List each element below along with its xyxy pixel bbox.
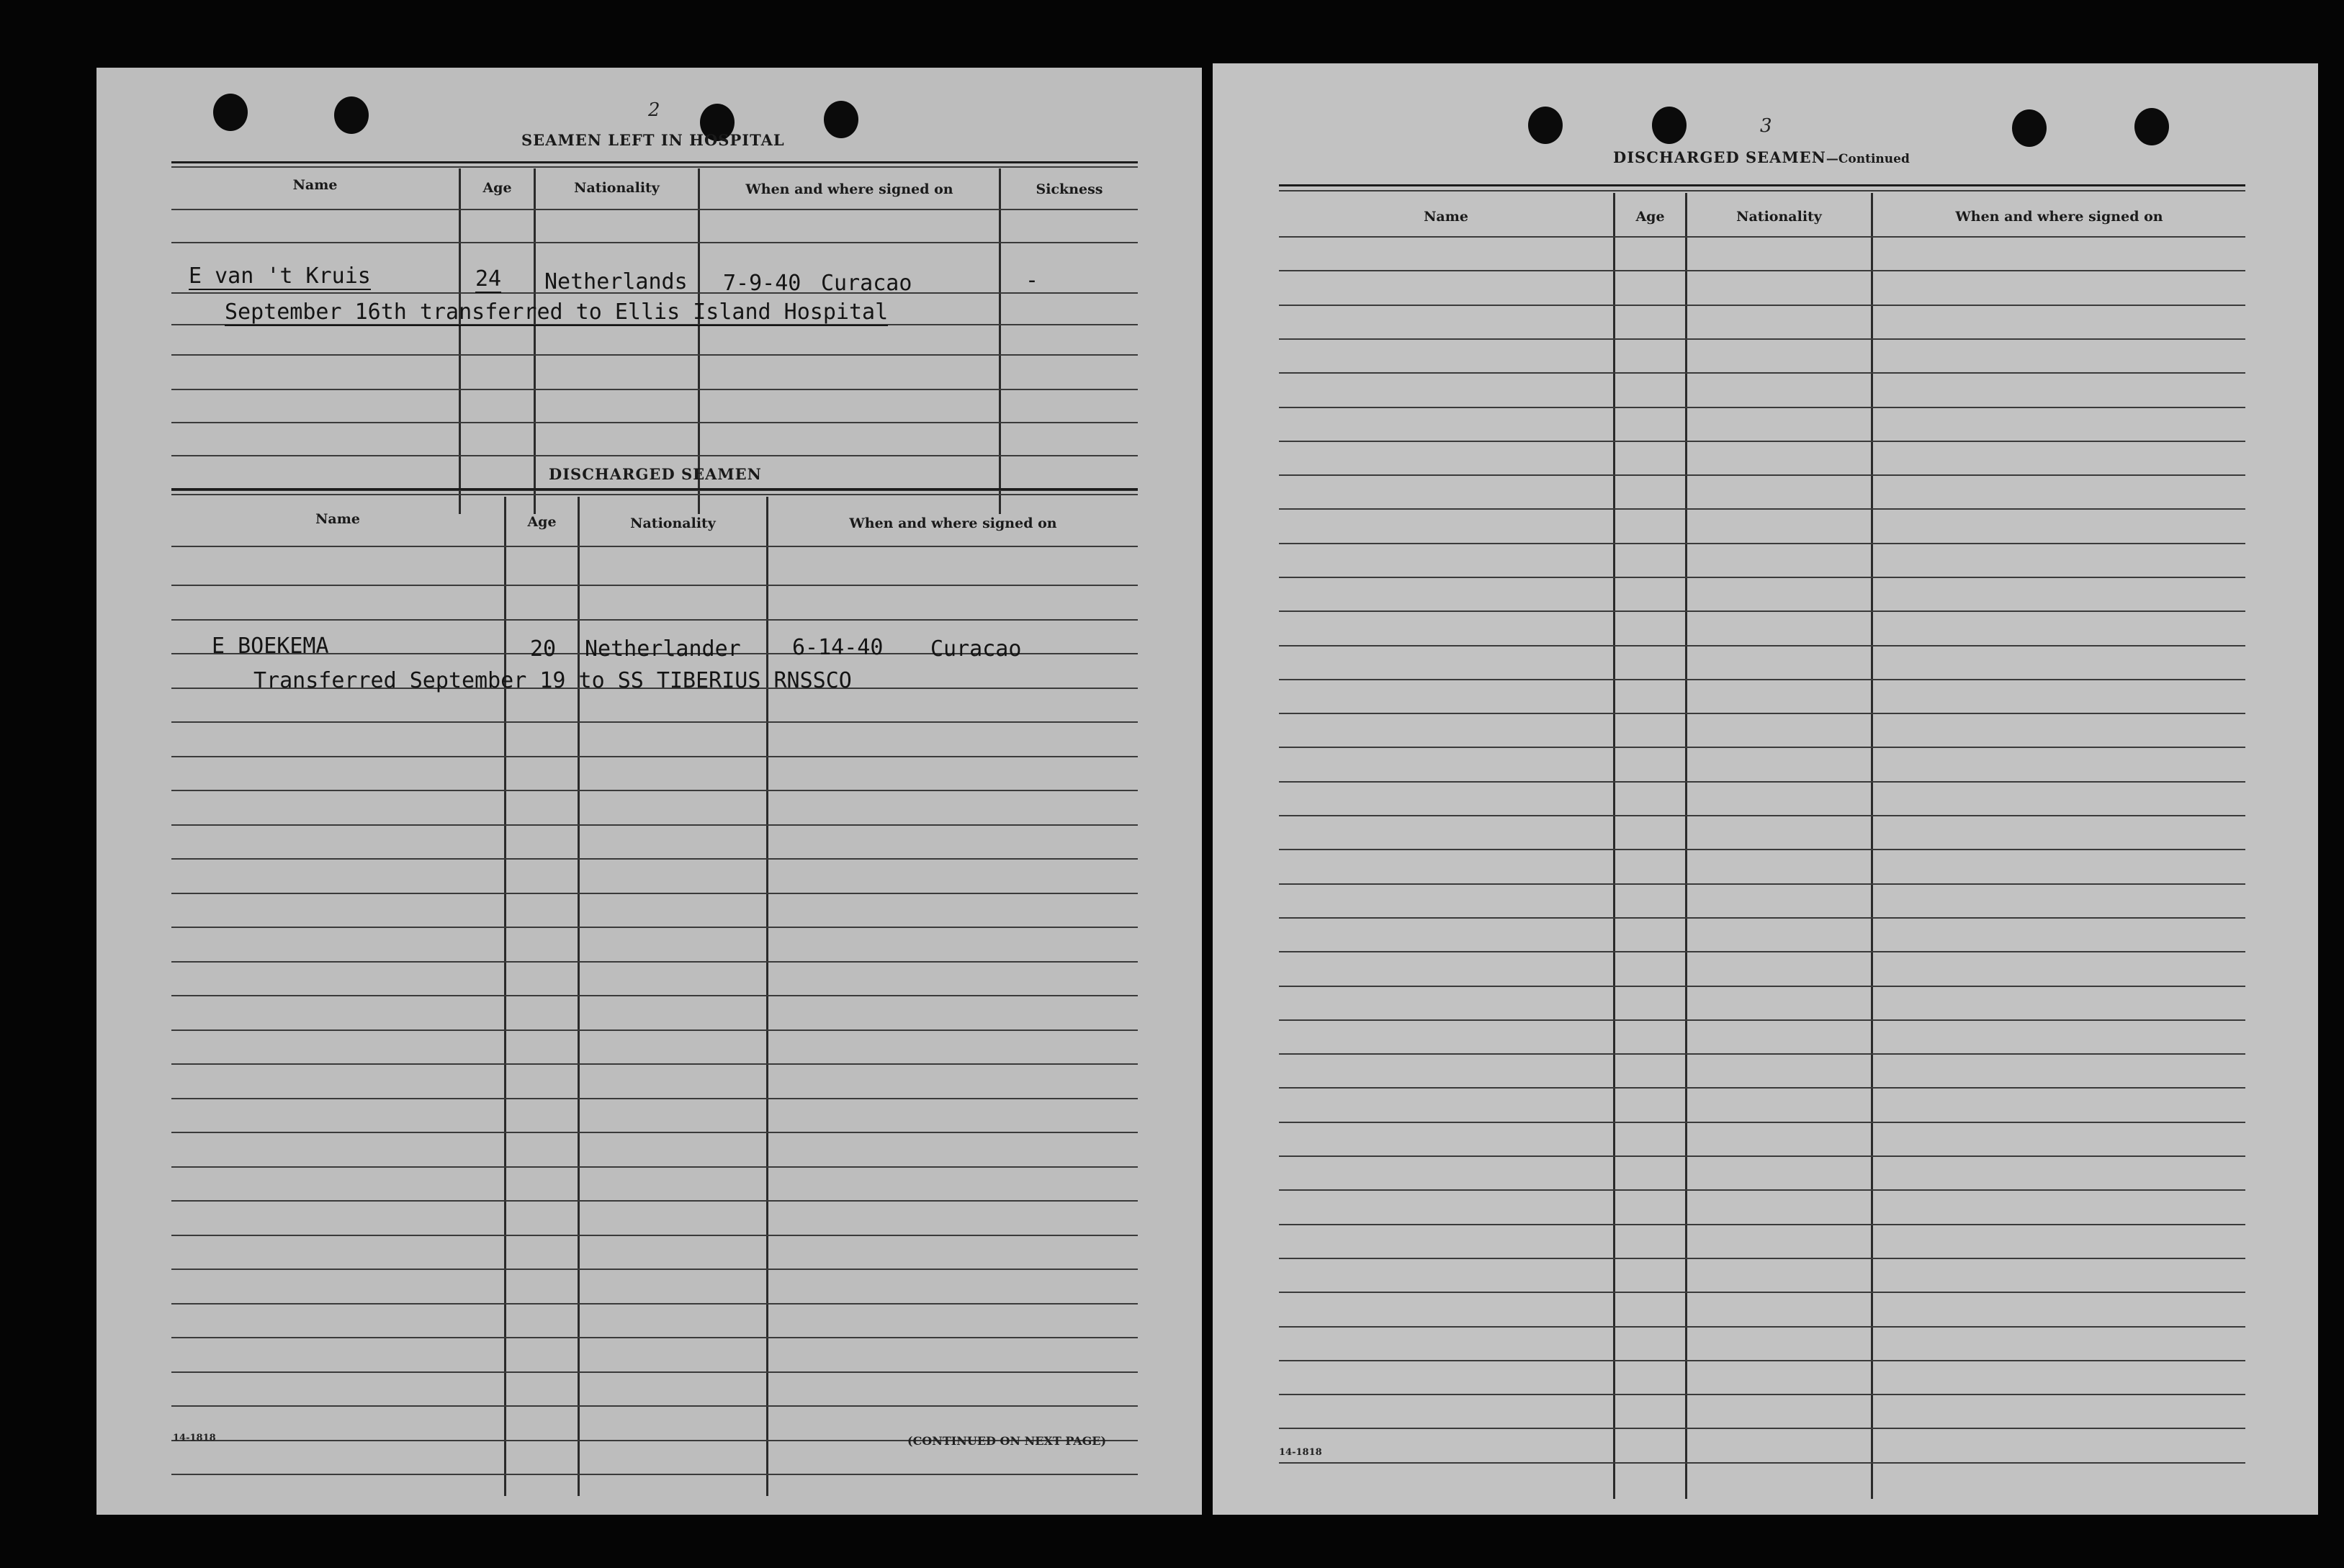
table-rule	[1279, 1155, 2245, 1157]
discharged-entry-name: E BOEKEMA	[212, 634, 329, 659]
table-rule	[1279, 610, 2245, 612]
table-rule	[171, 1098, 1138, 1099]
table-rule	[1279, 679, 2245, 680]
punch-hole	[2134, 108, 2169, 145]
table-rule	[1279, 407, 2245, 408]
discharged-header-signed-on: When and where signed on	[849, 515, 1057, 531]
table-rule	[171, 893, 1138, 894]
table-rule	[1279, 305, 2245, 306]
table-rule	[1279, 917, 2245, 919]
table-rule	[1279, 1224, 2245, 1225]
punch-hole	[1528, 107, 1563, 144]
right-page	[1213, 63, 2318, 1515]
table-rule	[1279, 441, 2245, 442]
table-rule	[1279, 1394, 2245, 1395]
table-rule	[171, 1371, 1138, 1373]
table-rule	[171, 961, 1138, 963]
table-rule	[1279, 645, 2245, 646]
table-rule	[171, 1474, 1138, 1475]
table-rule	[171, 1200, 1138, 1202]
table-rule	[171, 927, 1138, 928]
table-rule	[1279, 577, 2245, 578]
table-rule	[1279, 372, 2245, 374]
table-rule	[1279, 713, 2245, 714]
hospital-entry-note: September 16th transferred to Ellis Island Hospital	[225, 299, 889, 325]
table-rule	[1279, 236, 2245, 238]
hospital-header-signed-on: When and where signed on	[745, 181, 953, 197]
continued-header-nationality: Nationality	[1736, 209, 1822, 225]
table-rule	[1279, 1053, 2245, 1055]
table-rule	[171, 721, 1138, 723]
table-rule	[171, 1235, 1138, 1236]
table-rule	[171, 1405, 1138, 1407]
table-rule	[1279, 1019, 2245, 1021]
table-rule	[1279, 1462, 2245, 1464]
table-rule	[1279, 849, 2245, 850]
table-rule	[1279, 1189, 2245, 1191]
table-rule	[171, 1132, 1138, 1133]
table-rule	[171, 790, 1138, 791]
table-rule	[171, 1303, 1138, 1305]
continued-header-name: Name	[1424, 209, 1468, 225]
page-number: 2	[648, 99, 660, 121]
hospital-entry-name: E van 't Kruis	[189, 263, 371, 289]
table-rule	[171, 1269, 1138, 1270]
hospital-header-name: Name	[292, 177, 338, 193]
discharged-section-title: DISCHARGED SEAMEN	[549, 465, 762, 483]
hospital-entry-sickness: -	[1025, 268, 1039, 293]
discharged-entry-place: Curacao	[930, 636, 1022, 662]
table-rule	[1279, 1428, 2245, 1429]
hospital-header-age: Age	[482, 180, 512, 196]
hospital-entry-place: Curacao	[821, 271, 912, 296]
table-rule	[171, 1337, 1138, 1338]
table-rule	[171, 1166, 1138, 1168]
table-rule	[1279, 338, 2245, 340]
discharged-entry-date: 6-14-40	[792, 635, 884, 660]
hospital-entry-age: 24	[475, 266, 502, 292]
hospital-header-nationality: Nationality	[574, 180, 660, 196]
table-rule	[1279, 474, 2245, 476]
discharged-header-age: Age	[527, 514, 557, 530]
table-rule	[1279, 815, 2245, 816]
punch-hole	[213, 94, 248, 131]
hospital-section-title: SEAMEN LEFT IN HOSPITAL	[521, 131, 785, 149]
table-rule	[1279, 1292, 2245, 1293]
table-rule	[171, 619, 1138, 621]
table-rule	[171, 1029, 1138, 1031]
form-number: 14-1818	[173, 1433, 216, 1443]
continued-note: (CONTINUED ON NEXT PAGE)	[907, 1434, 1107, 1448]
table-rule	[1279, 270, 2245, 271]
table-rule	[1279, 1258, 2245, 1259]
punch-hole	[2012, 109, 2047, 147]
form-number: 14-1818	[1279, 1447, 1322, 1458]
continued-header-signed-on: When and where signed on	[1955, 209, 2163, 225]
hospital-entry-date: 7-9-40	[723, 271, 801, 296]
table-rule	[1279, 508, 2245, 510]
punch-hole	[1652, 107, 1687, 144]
page-number: 3	[1760, 115, 1772, 137]
table-rule	[171, 858, 1138, 860]
table-rule	[171, 1063, 1138, 1065]
discharged-header-name: Name	[315, 511, 360, 527]
table-rule	[1279, 986, 2245, 987]
table-rule	[1279, 1326, 2245, 1328]
table-rule	[1279, 747, 2245, 748]
left-page	[96, 68, 1202, 1515]
punch-hole	[824, 101, 858, 138]
table-rule	[171, 756, 1138, 757]
table-rule	[1279, 1122, 2245, 1123]
discharged-entry-nationality: Netherlander	[585, 636, 741, 662]
table-rule	[1279, 781, 2245, 783]
table-rule	[1279, 1360, 2245, 1361]
punch-hole	[334, 96, 369, 134]
table-rule	[1279, 951, 2245, 952]
table-rule	[171, 995, 1138, 996]
discharged-entry-note: Transferred September 19 to SS TIBERIUS RNSSCO	[253, 668, 852, 693]
discharged-entry-age: 20	[530, 636, 557, 662]
discharged-header-nationality: Nationality	[630, 515, 716, 531]
discharged-continued-title: DISCHARGED SEAMEN—Continued	[1613, 148, 1910, 166]
table-rule	[1279, 1087, 2245, 1089]
hospital-entry-nationality: Netherlands	[544, 269, 688, 294]
continued-header-age: Age	[1635, 209, 1665, 225]
table-rule	[171, 824, 1138, 826]
table-rule	[1279, 543, 2245, 544]
hospital-header-sickness: Sickness	[1036, 181, 1103, 197]
table-rule	[171, 585, 1138, 586]
table-rule	[1279, 883, 2245, 885]
